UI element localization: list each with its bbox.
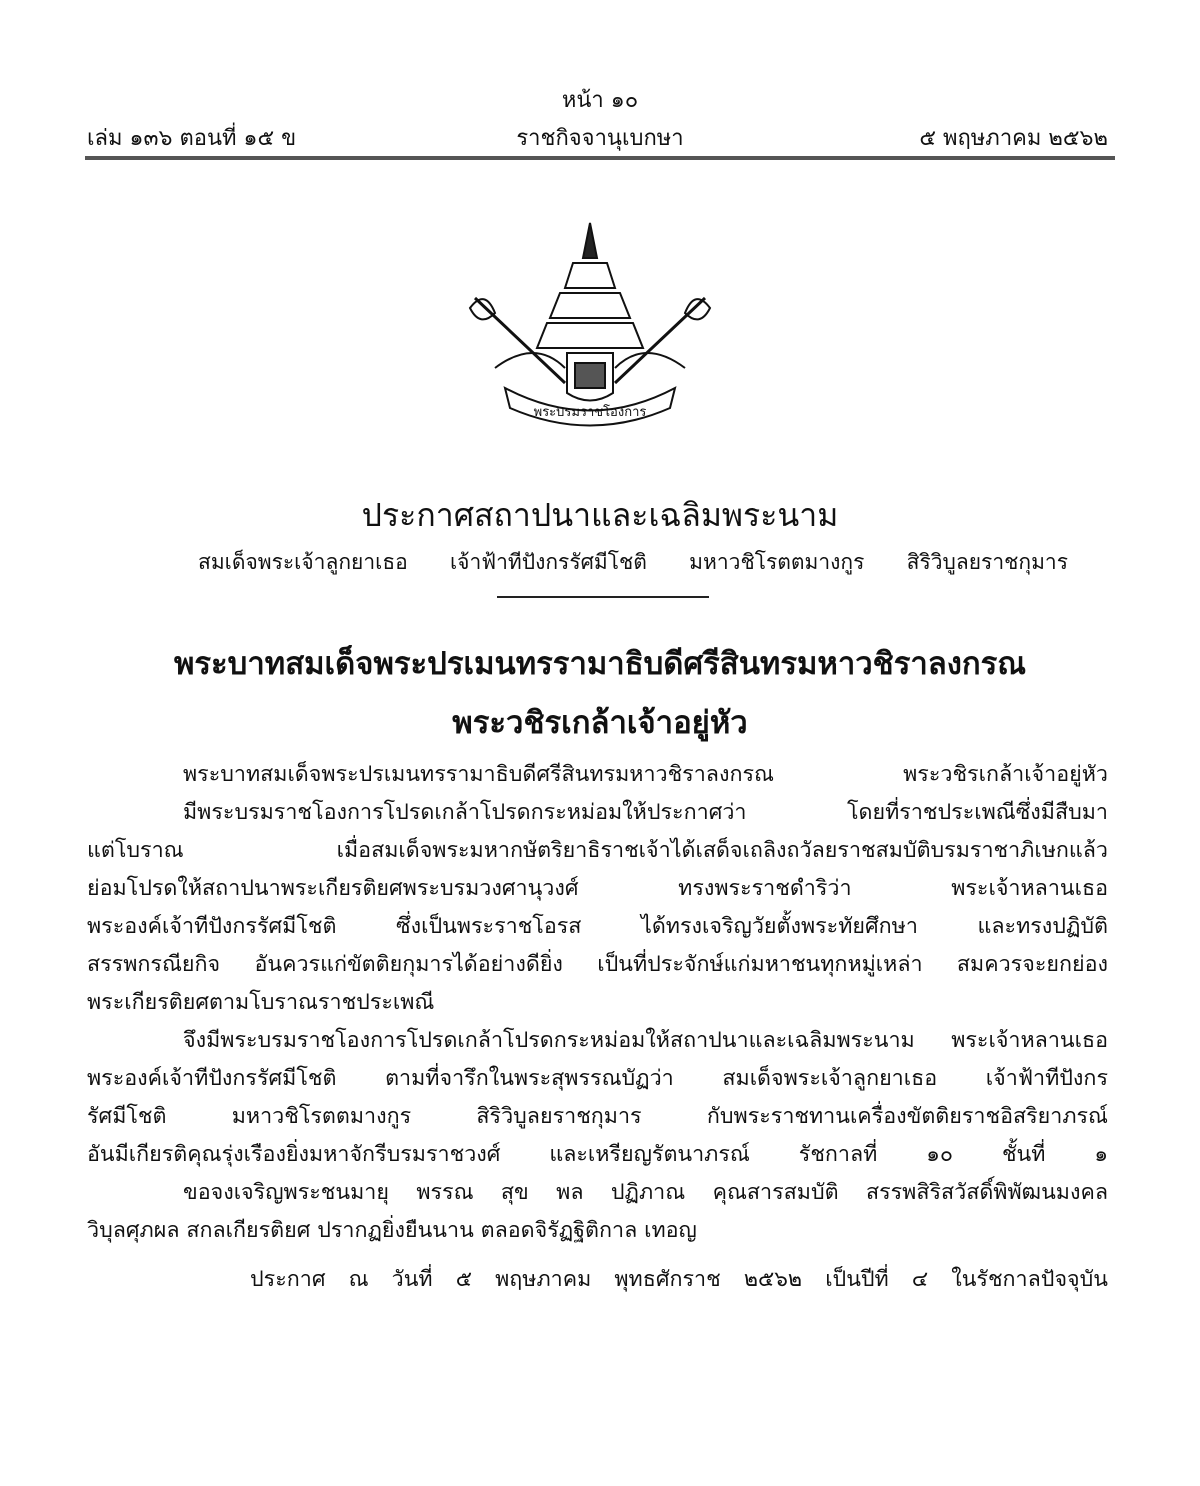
- body-line: มีพระบรมราชโองการโปรดเกล้าโปรดกระหม่อมให้ประกาศว่า โดยที่ราชประเพณีซึ่งมีสืบมา: [183, 800, 1108, 825]
- royal-emblem-icon: [455, 218, 725, 438]
- signature-date-line: ประกาศ ณ วันที่ ๕ พฤษภาคม พุทธศักราช ๒๕๖๒ เป็นปีที่ ๔ ในรัชกาลปัจจุบัน: [250, 1267, 1108, 1292]
- announcement-title: ประกาศสถาปนาและเฉลิมพระนาม: [361, 496, 839, 534]
- body-line: แต่โบราณ เมื่อสมเด็จพระมหากษัตริยาธิราชเจ้าได้เสด็จเถลิงถวัลยราชสมบัติบรมราชาภิเษกแล้ว: [87, 838, 1108, 863]
- title-divider: [497, 596, 709, 598]
- volume-issue: เล่ม ๑๓๖ ตอนที่ ๑๕ ข: [87, 126, 297, 151]
- body-line: สรรพกรณียกิจ อันควรแก่ขัตติยกุมารได้อย่างดียิ่ง เป็นที่ประจักษ์แก่มหาชนทุกหมู่เหล่า สมควรจะยกย่อง: [87, 952, 1108, 977]
- body-line: วิบุลศุภผล สกลเกียรติยศ ปรากฏยิ่งยืนนาน ตลอดจิรัฏฐิติกาล เทอญ: [87, 1218, 697, 1243]
- body-line: รัศมีโชติ มหาวชิโรตตมางกูร สิริวิบูลยราชกุมาร กับพระราชทานเครื่องขัตติยราชอิสริยาภรณ์: [87, 1104, 1108, 1129]
- body-line: จึงมีพระบรมราชโองการโปรดเกล้าโปรดกระหม่อมให้สถาปนาและเฉลิมพระนาม พระเจ้าหลานเธอ: [183, 1028, 1108, 1053]
- emblem-ribbon-text: พระบรมราชโองการ: [533, 405, 647, 420]
- body-line: พระองค์เจ้าทีปังกรรัศมีโชติ ตามที่จารึกในพระสุพรรณบัฏว่า สมเด็จพระเจ้าลูกยาเธอ เจ้าฟ้าทีปังกร: [87, 1066, 1108, 1091]
- page-number: หน้า ๑๐: [561, 88, 639, 113]
- body-line: พระบาทสมเด็จพระปรเมนทรรามาธิบดีศรีสินทรมหาวชิราลงกรณ พระวชิรเกล้าเจ้าอยู่หัว: [183, 762, 1108, 787]
- body-line: พระองค์เจ้าทีปังกรรัศมีโชติ ซึ่งเป็นพระราชโอรส ได้ทรงเจริญวัยตั้งพระทัยศึกษา และทรงปฏิบัติ: [87, 914, 1108, 939]
- publication-name: ราชกิจจานุเบกษา: [516, 126, 684, 151]
- king-name-line-2: พระวชิรเกล้าเจ้าอยู่หัว: [452, 705, 748, 741]
- body-line: พระเกียรติยศตามโบราณราชประเพณี: [87, 990, 435, 1015]
- body-line: ย่อมโปรดให้สถาปนาพระเกียรติยศพระบรมวงศานุวงศ์ ทรงพระราชดำริว่า พระเจ้าหลานเธอ: [87, 876, 1108, 901]
- king-name-line-1: พระบาทสมเด็จพระปรเมนทรรามาธิบดีศรีสินทรมหาวชิราลงกรณ: [173, 646, 1027, 682]
- announcement-subtitle: สมเด็จพระเจ้าลูกยาเธอ เจ้าฟ้าทีปังกรรัศมีโชติ มหาวชิโรตตมางกูร สิริวิบูลยราชกุมาร: [198, 550, 1068, 574]
- body-line: อันมีเกียรติคุณรุ่งเรืองยิ่งมหาจักรีบรมราชวงศ์ และเหรียญรัตนาภรณ์ รัชกาลที่ ๑๐ ชั้นที่ ๑: [87, 1142, 1108, 1167]
- body-line: ขอจงเจริญพระชนมายุ พรรณ สุข พล ปฏิภาณ คุณสารสมบัติ สรรพสิริสวัสดิ์พิพัฒนมงคล: [183, 1180, 1108, 1205]
- issue-date: ๕ พฤษภาคม ๒๕๖๒: [919, 126, 1108, 151]
- header-rule: [85, 156, 1115, 160]
